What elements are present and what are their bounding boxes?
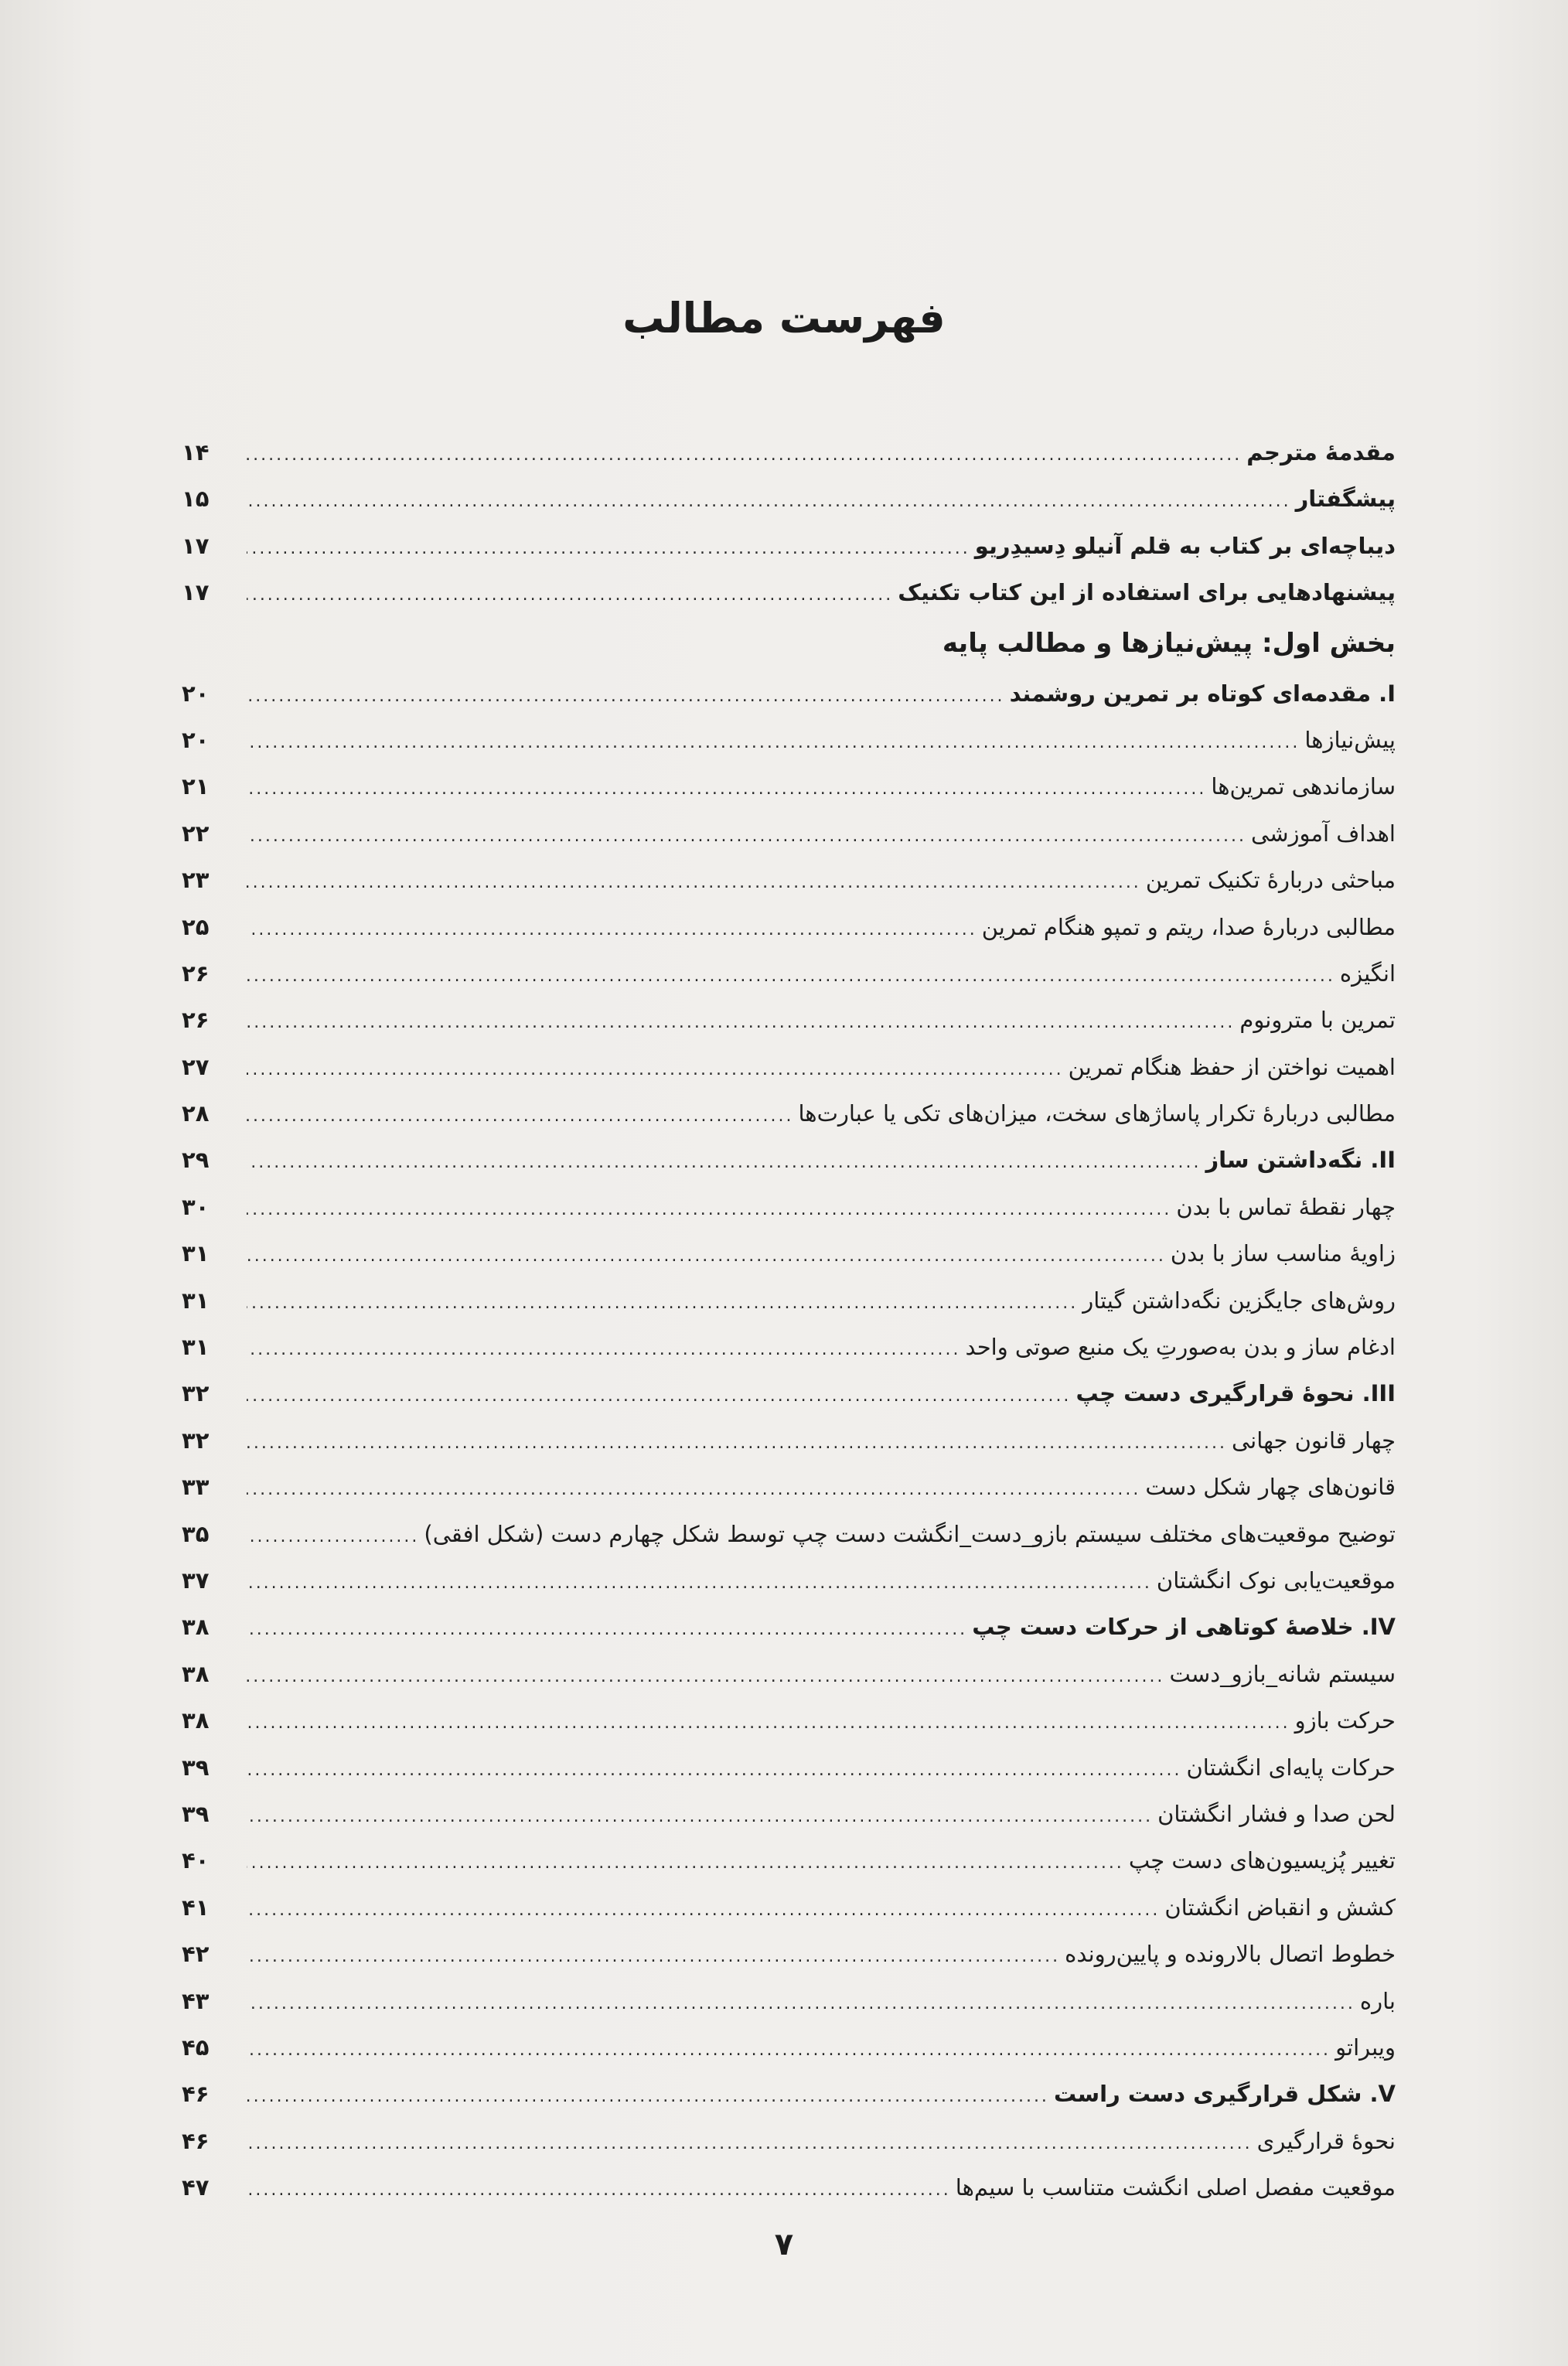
toc-entry-label: سازماندهی تمرین‌ها [1211, 773, 1396, 800]
toc-entry [182, 1604, 1396, 1650]
dot-leader [247, 1000, 1235, 1046]
toc-entry [182, 1090, 1396, 1137]
toc-entry-page: ۲۱ [182, 773, 210, 800]
toc-entry [182, 1324, 1396, 1370]
toc-entry-page: ۲۶ [182, 1007, 210, 1034]
toc-entry-label: V. شکل قرارگیری دست راست [1053, 2081, 1396, 2108]
toc-entry-page: ۳۱ [182, 1240, 210, 1267]
toc-entry-label: قانون‌های چهار شکل دست [1145, 1474, 1396, 1501]
toc-entry-page: ۳۲ [182, 1380, 210, 1407]
toc-entry [182, 1744, 1396, 1791]
toc-entry [182, 1978, 1396, 2024]
toc-entry-page: ۴۲ [182, 1941, 210, 1968]
toc-entry-label: موقعیت مفصل اصلی انگشت متناسب با سیم‌ها [955, 2174, 1396, 2201]
toc-entry-label: دیباچه‌ای بر کتاب به قلم آنیلو دِسیدِریو [974, 532, 1396, 559]
dot-leader [247, 907, 977, 953]
toc-entry-page: ۱۵ [182, 486, 210, 513]
toc-entry-page: ۳۷ [182, 1567, 210, 1594]
dot-leader [247, 1467, 1140, 1513]
toc-entry [182, 569, 1396, 615]
dot-leader [247, 2027, 1331, 2074]
toc-entry-page: ۲۸ [182, 1100, 210, 1127]
toc-entry-page: ۱۷ [182, 579, 210, 606]
toc-entry-label: انگیزه [1339, 960, 1396, 987]
toc-entry [182, 950, 1396, 997]
toc-entry [182, 857, 1396, 903]
toc-entry-label: خطوط اتصال بالارونده و پایین‌رونده [1065, 1941, 1396, 1968]
toc-entry-page: ۴۵ [182, 2034, 210, 2061]
toc-entry-page: ۳۹ [182, 1800, 210, 1827]
dot-leader [247, 2167, 951, 2214]
dot-leader [247, 572, 893, 619]
dot-leader [247, 766, 1206, 813]
toc-entry-label: سیستم شانه_بازو_دست [1169, 1660, 1396, 1687]
toc-entry-page: ۴۰ [182, 1847, 210, 1874]
dot-leader [247, 1093, 793, 1140]
toc-entry-page: ۲۶ [182, 960, 210, 987]
dot-leader [247, 1047, 1064, 1093]
toc-entry-label: چهار نقطهٔ تماس با بدن [1176, 1193, 1396, 1220]
toc-entry-label: توضیح موقعیت‌های مختلف سیستم بازو_دست_انگشت دست چپ توسط شکل چهارم دست (شکل افقی) [424, 1520, 1396, 1547]
toc-entry-page: ۴۱ [182, 1894, 210, 1921]
toc-entry-label: زاویهٔ مناسب ساز با بدن [1170, 1240, 1396, 1267]
dot-leader [247, 1560, 1152, 1607]
dot-leader [247, 1514, 419, 1560]
dot-leader [247, 720, 1300, 766]
toc-entry-label: باره [1359, 1987, 1396, 2014]
toc-entry-label: III. نحوهٔ قرارگیری دست چپ [1075, 1380, 1396, 1407]
toc-entry [182, 1791, 1396, 1837]
toc-entry [182, 1557, 1396, 1604]
toc-entry-page: ۳۰ [182, 1193, 210, 1220]
toc-entry-page: ۴۳ [182, 1987, 210, 2014]
toc-entry [182, 670, 1396, 717]
dot-leader [247, 2074, 1049, 2120]
toc-entry-label: II. نگه‌داشتن ساز [1205, 1147, 1396, 1174]
dot-leader [247, 1840, 1124, 1887]
dot-leader [247, 479, 1291, 525]
toc-entry [182, 1837, 1396, 1884]
toc-entry-label: پیش‌نیازها [1304, 726, 1396, 753]
toc-entry [182, 1931, 1396, 1977]
toc-entry [182, 1651, 1396, 1697]
toc-entry-page: ۱۴ [182, 439, 210, 465]
toc-entry-page: ۲۵ [182, 913, 210, 940]
toc-entry [182, 2118, 1396, 2164]
dot-leader [247, 526, 970, 572]
toc-entry-label: IV. خلاصهٔ کوتاهی از حرکات دست چپ [972, 1614, 1396, 1641]
toc-entry-label: روش‌های جایگزین نگه‌داشتن گیتار [1082, 1287, 1396, 1314]
toc-entry-label: لحن صدا و فشار انگشتان [1157, 1800, 1396, 1827]
dot-leader [247, 1934, 1060, 1980]
toc-entry [182, 2071, 1396, 2117]
toc-entry-page: ۳۱ [182, 1334, 210, 1361]
toc-entry [182, 997, 1396, 1043]
toc-entry-page: ۲۳ [182, 867, 210, 894]
toc-entry-page: ۳۹ [182, 1754, 210, 1781]
toc-entry [182, 1884, 1396, 1931]
toc-entry [182, 1417, 1396, 1464]
toc-entry-label: I. مقدمه‌ای کوتاه بر تمرین روشمند [1009, 680, 1396, 707]
dot-leader [247, 1233, 1166, 1280]
page-number: ۷ [774, 2227, 794, 2262]
toc-entry-label: موقعیت‌یابی نوک انگشتان [1156, 1567, 1396, 1594]
toc-entry-page: ۳۸ [182, 1660, 210, 1687]
toc-entry-page: ۴۷ [182, 2174, 210, 2201]
toc-entry [182, 429, 1396, 476]
toc-entry [182, 810, 1396, 857]
toc-entry-label: پیشگفتار [1295, 486, 1396, 513]
toc-entry-label: مطالبی دربارهٔ تکرار پاساژهای سخت، میزان‌های تکی یا عبارت‌ها [798, 1100, 1396, 1127]
dot-leader [247, 1327, 961, 1373]
toc-entry-page: ۳۱ [182, 1287, 210, 1314]
toc-entry-page: ۳۸ [182, 1614, 210, 1641]
toc-entry [182, 1184, 1396, 1230]
toc-entry-label: پیشنهادهایی برای استفاده از این کتاب تکنیک [898, 579, 1396, 606]
toc-entry [182, 1044, 1396, 1090]
toc-entry [182, 476, 1396, 522]
toc-entry [182, 2164, 1396, 2211]
dot-leader [247, 953, 1335, 1000]
dot-leader [247, 1140, 1201, 1186]
toc-entry-label: نحوهٔ قرارگیری [1256, 2127, 1396, 2154]
toc-entry-page: ۲۲ [182, 820, 210, 847]
toc-entry [182, 1230, 1396, 1277]
toc-entry-page: ۳۸ [182, 1707, 210, 1734]
toc-entry-label: مقدمهٔ مترجم [1246, 439, 1396, 465]
dot-leader [247, 2121, 1253, 2167]
table-of-contents [182, 429, 1396, 2211]
dot-leader [247, 1700, 1290, 1747]
toc-entry-page: ۲۹ [182, 1147, 210, 1174]
toc-entry-label: حرکات پایه‌ای انگشتان [1186, 1754, 1396, 1781]
toc-entry-label: حرکت بازو [1294, 1707, 1396, 1734]
toc-entry-label: ادغام ساز و بدن به‌صورتِ یک منبع صوتی واحد [965, 1334, 1396, 1361]
toc-title: فهرست مطالب [622, 294, 946, 343]
section-heading [182, 616, 1396, 670]
toc-entry-page: ۲۷ [182, 1053, 210, 1080]
toc-entry-label: اهداف آموزشی [1251, 820, 1396, 847]
toc-entry-label: بخش اول: پیش‌نیازها و مطالب پایه [942, 627, 1396, 659]
dot-leader [247, 673, 1005, 720]
toc-entry [182, 523, 1396, 569]
toc-entry-label: تغییر پُزیسیون‌های دست چپ [1128, 1847, 1396, 1874]
toc-entry-page: ۴۶ [182, 2127, 210, 2154]
toc-entry-page: ۱۷ [182, 532, 210, 559]
toc-entry [182, 717, 1396, 763]
toc-entry-label: مباحثی دربارهٔ تکنیک تمرین [1145, 867, 1396, 894]
toc-entry [182, 1137, 1396, 1183]
dot-leader [247, 1607, 967, 1653]
dot-leader [247, 432, 1242, 479]
toc-entry [182, 1370, 1396, 1417]
dot-leader [247, 1981, 1355, 2027]
toc-entry-label: چهار قانون جهانی [1232, 1427, 1396, 1454]
dot-leader [247, 1747, 1182, 1794]
toc-entry [182, 763, 1396, 810]
toc-entry-page: ۲۰ [182, 680, 210, 707]
toc-entry-page: ۳۲ [182, 1427, 210, 1454]
toc-entry-label: ویبراتو [1335, 2034, 1396, 2061]
dot-leader [247, 1187, 1171, 1233]
toc-entry [182, 1464, 1396, 1510]
toc-entry-label: مطالبی دربارهٔ صدا، ریتم و تمپو هنگام تمرین [981, 913, 1396, 940]
toc-entry [182, 1697, 1396, 1744]
dot-leader [247, 1280, 1078, 1327]
toc-entry-page: ۲۰ [182, 726, 210, 753]
toc-entry-label: تمرین با مترونوم [1239, 1007, 1396, 1034]
dot-leader [247, 860, 1141, 906]
dot-leader [247, 1373, 1071, 1420]
toc-entry [182, 904, 1396, 950]
toc-entry-page: ۳۵ [182, 1520, 210, 1547]
dot-leader [247, 1654, 1164, 1700]
dot-leader [247, 813, 1246, 860]
dot-leader [247, 1794, 1153, 1840]
toc-entry-page: ۴۶ [182, 2081, 210, 2108]
toc-entry-page: ۳۳ [182, 1474, 210, 1501]
dot-leader [247, 1420, 1227, 1467]
toc-entry-label: اهمیت نواختن از حفظ هنگام تمرین [1068, 1053, 1396, 1080]
dot-leader [247, 1887, 1160, 1934]
toc-entry [182, 1277, 1396, 1324]
toc-entry [182, 1511, 1396, 1557]
toc-entry [182, 2024, 1396, 2071]
toc-entry-label: کشش و انقباض انگشتان [1164, 1894, 1396, 1921]
